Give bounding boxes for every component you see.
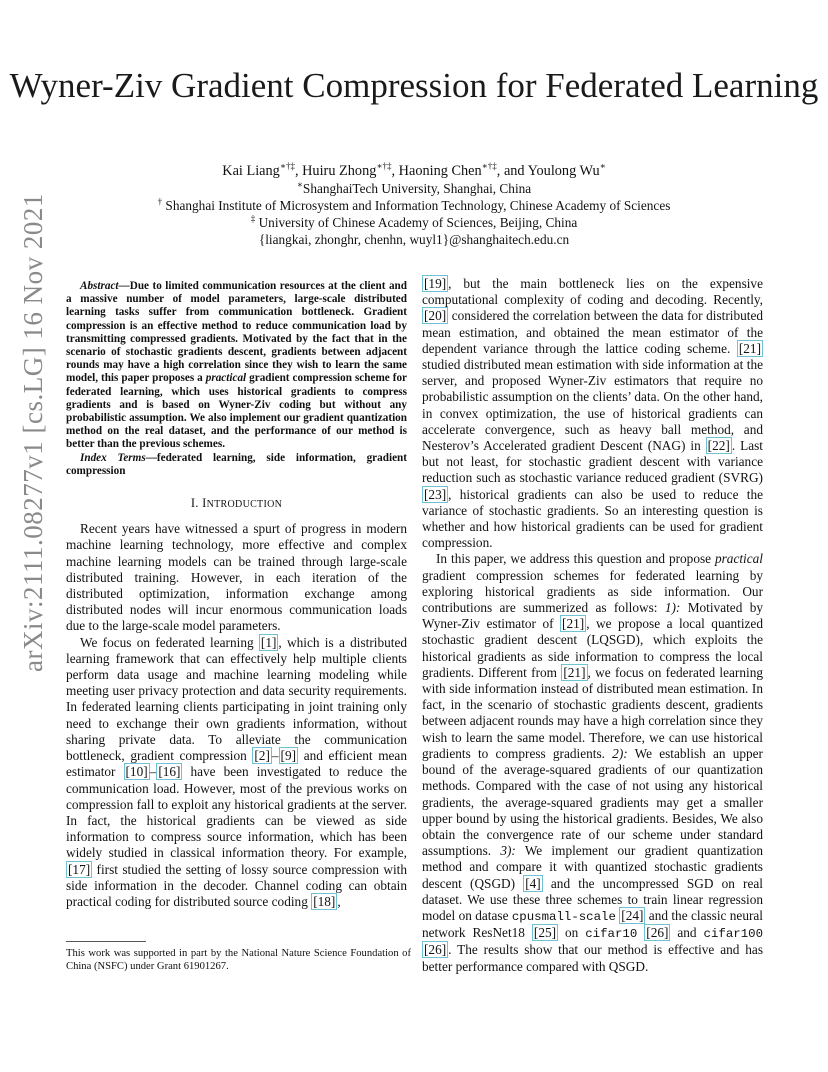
citation-link[interactable]: [10] [125,764,148,780]
dataset-name: cpusmall-scale [511,909,616,924]
section-heading-introduction: I. INTRODUCTION [190,496,283,511]
citation-link[interactable]: [25] [533,925,557,941]
abstract-emphasis: practical [205,372,247,385]
affiliation-text: ShanghaiTech University, Shanghai, China [302,181,532,196]
affiliation-mark: ‡ [250,213,256,224]
author-name: and Youlong Wu [503,163,600,179]
paper-title: Wyner-Ziv Gradient Compression for Federated Learning [9,66,819,105]
citation-link[interactable]: [9] [280,748,297,764]
index-terms-label: Index Terms [80,451,146,464]
citation-link[interactable]: [1] [260,634,277,650]
citation-link[interactable]: [18] [313,893,336,909]
affiliation-text: University of Chinese Academy of Sciences, Beijing, China [258,215,578,230]
dataset-name: cifar100 [703,927,764,942]
citation-link[interactable]: [4] [525,875,541,891]
body-paragraph: In this paper, we address this question and propose practical gradient compression schemes for federated learning by exploring historical gradients as side information. Our contributions are summerized as follows: 1): Motivated by Wyner-Ziv estimator of [21] , we propose a local quantized stochastic gradient descent (LQSGD), which exploits the historical gradients as side information to compress the local gradients. Different from [21] , we focus on federated learning with side information instead of distributed mean estimation. In fact, in the scenario of stochastic gradients descent, gradients between adjacent rounds may have a high correlation since they wish to learn the same model. Therefore, we can use historical gradients to compress gradients. 2): We establish an upper bound of the average-squared gradients of our quantization methods. Compared with the case of not using any historical gradients, the average-squared gradients may get a smaller upper bound by using the historical gradients. Besides, We also obtain the convergence rate of our scheme under standard assumptions. 3): We implement our gradient quantization method and compare it with quantized stochastic gradients descent (QSGD) [4] and the uncompressed SGD on real dataset. We use these three schemes to train linear regression model on datase cpusmall-scale [24] and the classic neural network ResNet18 [25] on cifar10 [26] and cifar100 [26] . The results show that our method is effective and has better performance compared with QSGD. [422,551,764,974]
body-paragraph: [19] , but the main bottleneck lies on the expensive computational complexity of coding and decoding. Recently, [20] considered the correlation between the data for distributed mean estimation, and obtained the mean estimator of the dependent variance through the lattice coding scheme. [21] studied distributed mean estimation with side information at the server, and proposed Wyner-Ziv estimators that require no probabilistic assumption on the clients’ data. On the other hand, in convex optimization, the use of historical gradients can accelerate convergence, such as heavy ball method, and Nesterov’s Accelerated gradient Descent (NAG) in [22] . Last but not least, for stochastic gradient descent with variance reduction such as stochastic variance reduced gradient (SVRG) [23] , historical gradients can also be used to reduce the variance of stochastic gradients. So an interesting question is whether and how historical gradients can be used for gradient compression. [422,276,763,551]
dataset-name: cifar10 [585,927,638,942]
author-marks: ∗†‡ [279,161,295,172]
citation-link[interactable]: [24] [621,907,644,923]
body-paragraph: We focus on federated learning [1] , which is a distributed learning framework that can effectively help multiple clients perform data usage and machine learning modeling while meeting user privacy protection and data security requirements. In federated learning clients participating in joint training only need to exchange their own gradients information, without sharing private data. To alleviate the communication bottleneck, gradient compression [2] – [9] and efficient mean estimator [10] – [16] have been investigated to reduce the communication load. However, most of the previous works on compression fall to exploit any historical gradients at the server. In fact, the historical gradients can be viewed as side information to compress source information, which has been widely studied in classical information theory. For example, [17] first studied the setting of lossy source compression with side information in the decoder. Channel coding can obtain practical coding for distributed source coding [18] , [66,634,407,909]
author-marks: ∗ [599,161,606,172]
citation-link[interactable]: [21] [738,340,761,356]
author-name: Kai Liang [222,163,280,179]
author-name: Huiru Zhong [302,163,377,179]
author-name: Haoning Chen [398,163,482,179]
citation-link[interactable]: [26] [424,942,447,958]
right-column [422,276,763,975]
citation-link[interactable]: [21] [562,616,585,632]
affiliation-mark: † [157,196,163,207]
affiliation-2 [0,198,828,214]
citation-link[interactable]: [22] [707,438,730,454]
citation-link[interactable]: [17] [68,861,91,877]
affiliation-1 [0,181,828,197]
citation-link[interactable]: [21] [563,664,586,680]
citation-link[interactable]: [16] [158,764,181,780]
footnote: This work was supported in part by the National Nature Science Foundation of China (NSFC) under Grant 61901267. [66,948,411,972]
citation-link[interactable]: [26] [646,925,669,941]
citation-link[interactable]: [19] [424,276,447,291]
abstract-text: gradient compression scheme for federated learning, which uses historical gradients to compress gradients and is based on Wyner-Ziv coding but without any probabilistic assumption. We also implement our gradient quantization method on the real dataset, and the performance of our method is better than the previous schemes. [66,372,408,451]
affiliation-3 [0,215,828,231]
affiliation-text: Shanghai Institute of Microsystem and Information Technology, Chinese Academy of Sciences [165,198,671,213]
abstract-text: —Due to limited communication resources at the client and a massive number of model parameters, large-scale distributed learning tasks suffer from communication bottleneck. Gradient compression is an effective method to reduce communication load by transmitting compressed gradients. Motivated by the fact that in the scenario of stochastic gradients descent, gradients between adjacent rounds may have a high correlation since they wish to learn the same model, this paper proposes a [66,280,407,385]
arxiv-identifier: arXiv:2111.08277v1 [cs.LG] 16 Nov 2021 [18,193,48,672]
footnote-rule [66,941,146,942]
citation-link[interactable]: [23] [424,486,447,502]
left-column [66,280,407,910]
index-terms-text: —federated learning, side information, gradient compression [66,451,407,477]
author-emails: {liangkai, zhonghr, chenhn, wuyl1}@shanghaitech.edu.cn [258,232,570,247]
abstract-label: Abstract [80,280,119,292]
author-list: Kai Liang∗†‡, Huiru Zhong∗†‡, Haoning Chen∗†‡, and Youlong Wu∗ [222,161,606,179]
affiliation-mark: ∗ [296,179,303,190]
citation-link[interactable]: [20] [424,308,447,324]
citation-link[interactable]: [2] [254,748,270,764]
body-paragraph: Recent years have witnessed a spurt of progress in modern machine learning technology, more effective and complex machine learning models can be trained through large-scale distributed training. However, in each iteration of the distributed optimization, information exchange among distributed nodes will incur enormous communication loads due to the large-scale model parameters. [66,521,407,634]
author-marks: ∗†‡ [376,161,392,172]
abstract [66,280,407,478]
author-marks: ∗†‡ [481,161,497,172]
